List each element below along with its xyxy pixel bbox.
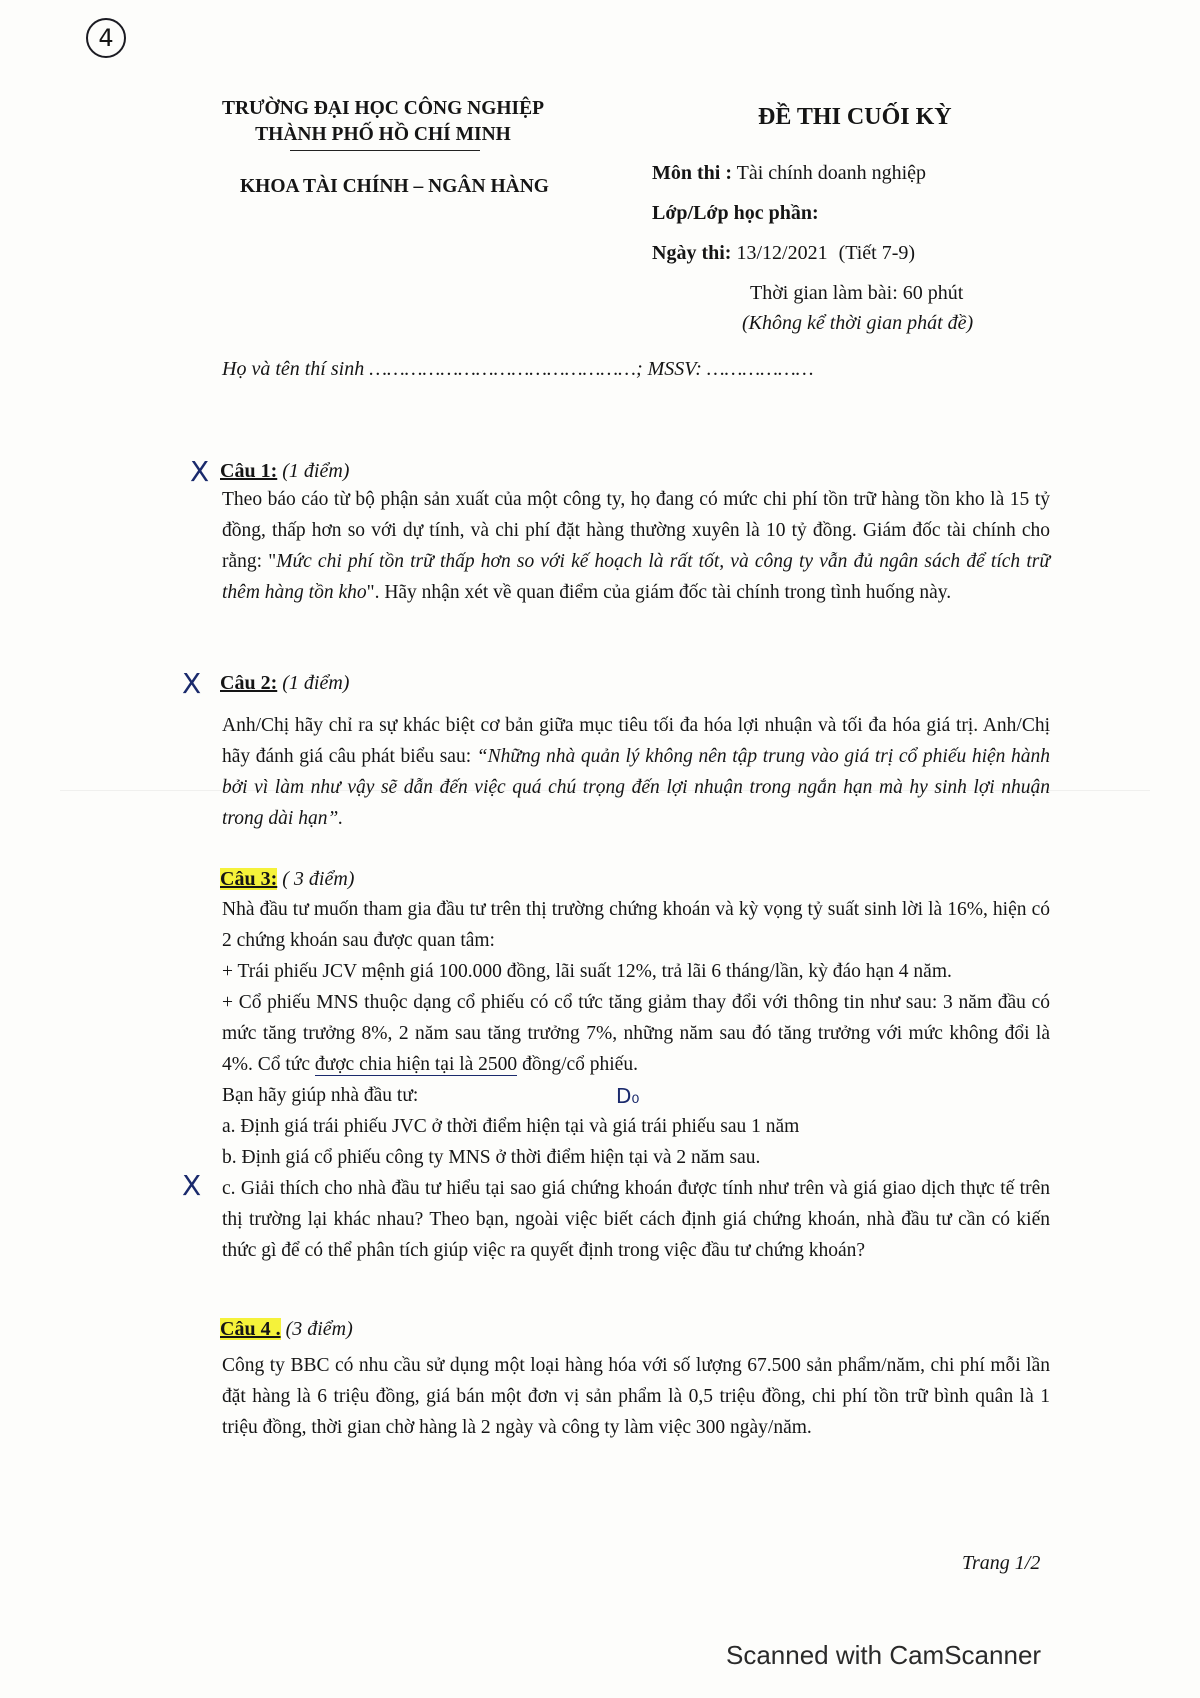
question-number: Câu 3: [220,868,278,890]
subquestion-a: a. Định giá trái phiếu JVC ở thời điểm hiện tại và giá trái phiếu sau 1 năm [222,1116,800,1137]
handwritten-page-number: 4 [86,18,126,58]
date-value: 13/12/2021 [736,242,828,264]
subquestion-b: b. Định giá cổ phiếu công ty MNS ở thời điểm hiện tại và 2 năm sau. [222,1147,761,1168]
question-text: Công ty BBC có nhu cầu sử dụng một loại hàng hóa với số lượng 67.500 sản phẩm/năm, chi phí mỗi lần đặt hàng là 6 triệu đồng, giá bán một đơn vị sản phẩm là 0,5 triệu đồng, chi phí tồn trữ bình quân là 1 triệu đồng, thời gian chờ hàng là 2 ngày và công ty làm việc 300 ngày/năm. [222,1355,1050,1438]
period: (Tiết 7-9) [838,242,916,264]
question-4-heading [220,1318,353,1341]
question-number: Câu 4 . [220,1318,281,1340]
question-3-heading [220,868,354,891]
pen-underline: được chia hiện tại là 2500 [314,1054,518,1075]
handwritten-x-mark: X [182,667,202,700]
school-underline [290,150,480,151]
date-line [652,242,915,265]
subquestion-c: c. Giải thích cho nhà đầu tư hiểu tại sao giá chứng khoán được tính như trên và giá giao dịch thực tế trên thị trường lại khác nhau? Theo bạn, ngoài việc biết cách định giá chứng khoán, nhà đầu tư cần có kiến thức gì để có thể phân tích giúp việc ra quyết định trong việc đầu tư chứng khoán? [222,1178,1050,1261]
bond-info: + Trái phiếu JCV mệnh giá 100.000 đồng, lãi suất 12%, trả lãi 6 tháng/lần, kỳ đáo hạn 4 năm. [222,961,952,982]
subject-line [652,162,926,185]
subject-label: Môn thi : [652,162,732,184]
question-quote: Mức chi phí tồn trữ thấp hơn so với kế hoạch là rất tốt, và công ty vẫn đủ ngân sách để tích trữ thêm hàng tồn kho [222,551,1050,603]
question-text: Theo báo cáo từ bộ phận sản xuất của một công ty, họ đang có mức chi phí tồn trữ hàng tồn kho là 15 tỷ đồng, thấp hơn so với dự tính, và chi phí đặt hàng thường xuyên là 10 tỷ đồng. Giám đốc tài chính cho rằng: " [222,489,1050,572]
question-ask: Bạn hãy giúp nhà đầu tư: [222,1085,419,1106]
school-name-line1: TRƯỜNG ĐẠI HỌC CÔNG NGHIỆP [221,98,545,119]
question-2-heading [220,672,349,695]
exam-title: ĐỀ THI CUỐI KỲ [758,104,952,130]
question-text: Anh/Chị hãy chỉ ra sự khác biệt cơ bản giữa mục tiêu tối đa hóa lợi nhuận và tối đa hóa giá trị. Anh/Chị hãy đánh giá câu phát biểu sau: [222,715,1050,767]
school-name [188,96,578,148]
class-line [652,202,819,225]
question-points: (1 điểm) [282,672,350,694]
handwritten-d0-note: D₀ [616,1084,640,1108]
duration: Thời gian làm bài: 60 phút [750,282,964,304]
scanner-watermark: Scanned with CamScanner [726,1640,1042,1670]
question-1-heading [220,460,349,483]
question-number: Câu 1: [220,460,278,482]
department-name: KHOA TÀI CHÍNH – NGÂN HÀNG [240,176,549,197]
question-points: (3 điểm) [285,1318,353,1340]
question-3-body [222,894,1050,1266]
question-number: Câu 2: [220,672,278,694]
question-points: ( 3 điểm) [282,868,355,890]
question-quote: “Những nhà quản lý không nên tập trung vào giá trị cổ phiếu hiện hành bởi vì làm như vậy sẽ dẫn đến việc quá chú trọng đến lợi nhuận trong ngắn hạn mà hy sinh lợi nhuận trong dài hạn”. [222,746,1050,829]
question-intro: Nhà đầu tư muốn tham gia đầu tư trên thị trường chứng khoán và kỳ vọng tỷ suất sinh lời là 16%, hiện có 2 chứng khoán sau được quan tâm: [222,899,1050,951]
handwritten-x-mark: X [190,455,210,488]
candidate-info-line: Họ và tên thí sinh ………………………………………; MSSV: ……………… [222,358,814,380]
page-number: Trang 1/2 [962,1552,1041,1574]
question-4-body [222,1350,1050,1443]
class-label: Lớp/Lớp học phần: [652,202,819,224]
handwritten-x-mark: X [182,1169,202,1202]
school-name-line2: THÀNH PHỐ HỒ CHÍ MINH [255,124,511,145]
subject-value: Tài chính doanh nghiệp [736,162,927,184]
question-points: (1 điểm) [282,460,350,482]
question-2-body [222,710,1050,834]
question-text: ". Hãy nhận xét về quan điểm của giám đốc tài chính trong tình huống này. [366,582,952,603]
duration-note: (Không kể thời gian phát đề) [742,312,974,334]
stock-info: + Cổ phiếu MNS thuộc dạng cổ phiếu có cổ tức tăng giảm thay đổi với thông tin như sau: 3 năm đầu có mức tăng trưởng 8%, 2 năm sau tăng trưởng 7%, những năm sau đó tăng trưởng với mức không đổi là 4%. Cổ tức được chia hiện tại là 2500 đồng/cổ phiếu. [222,992,1050,1075]
date-label: Ngày thi: [652,242,732,264]
question-1-body [222,484,1050,608]
